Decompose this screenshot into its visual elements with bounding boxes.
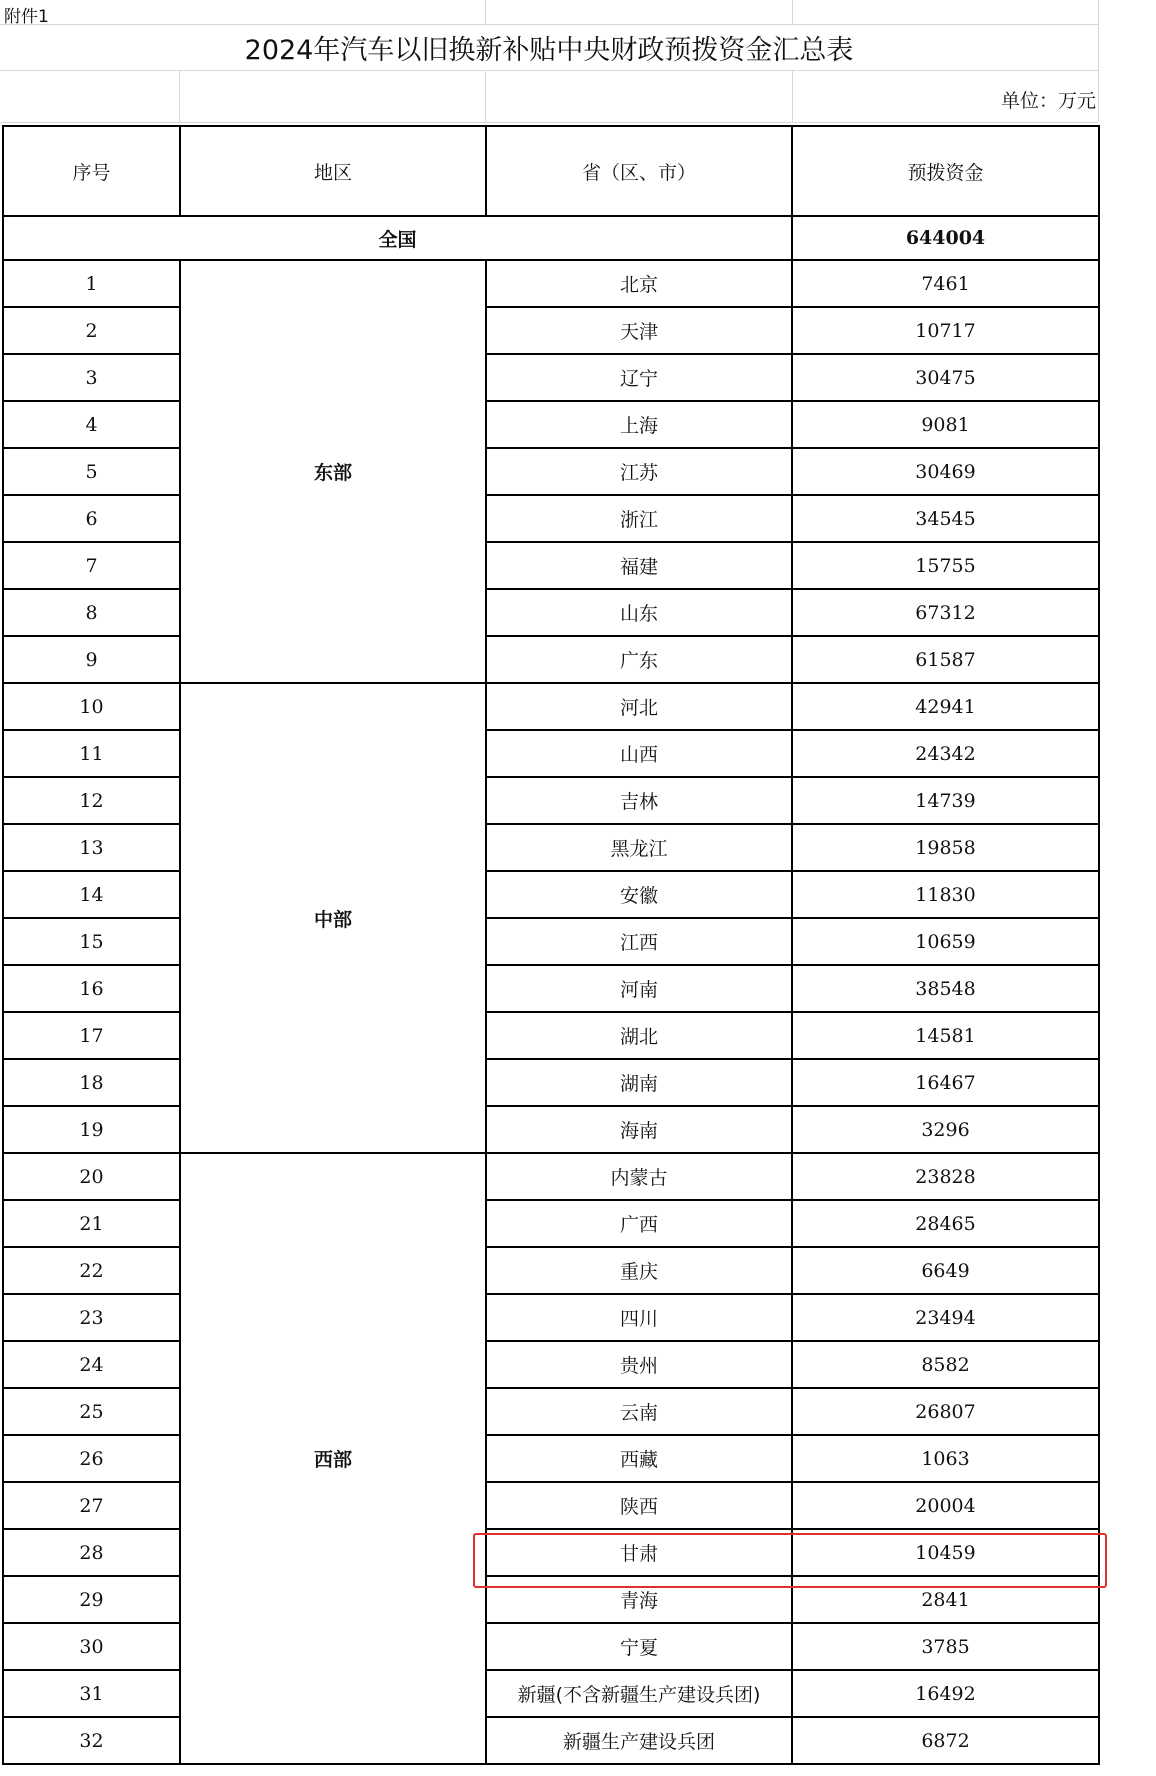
unit-label: 单位：万元 (1000, 90, 1096, 112)
row-funds: 6872 (792, 1717, 1099, 1764)
row-seq: 32 (3, 1717, 180, 1764)
row-funds: 19858 (792, 824, 1099, 871)
row-funds: 23494 (792, 1294, 1099, 1341)
table-row (3, 1717, 1099, 1764)
row-province: 广西 (486, 1200, 792, 1247)
table-row (3, 1388, 1099, 1435)
row-province: 辽宁 (486, 354, 792, 401)
grid-line (179, 70, 180, 122)
row-seq: 24 (3, 1341, 180, 1388)
region-name: 西部 (180, 1153, 486, 1764)
row-funds: 16467 (792, 1059, 1099, 1106)
row-province: 河北 (486, 683, 792, 730)
row-province: 福建 (486, 542, 792, 589)
row-seq: 19 (3, 1106, 180, 1153)
table-row (3, 636, 1099, 683)
row-seq: 5 (3, 448, 180, 495)
row-province: 山东 (486, 589, 792, 636)
funds-table-body (3, 126, 1099, 1764)
total-row (3, 216, 1099, 260)
row-funds: 15755 (792, 542, 1099, 589)
row-province: 云南 (486, 1388, 792, 1435)
row-province: 湖南 (486, 1059, 792, 1106)
funds-table (2, 125, 1100, 1765)
row-seq: 21 (3, 1200, 180, 1247)
row-funds: 28465 (792, 1200, 1099, 1247)
grid-line (485, 0, 486, 24)
table-row (3, 1435, 1099, 1482)
grid-line (792, 0, 793, 24)
row-seq: 13 (3, 824, 180, 871)
table-row (3, 1200, 1099, 1247)
row-province: 广东 (486, 636, 792, 683)
table-row (3, 777, 1099, 824)
row-seq: 3 (3, 354, 180, 401)
table-row (3, 1059, 1099, 1106)
table-row (3, 495, 1099, 542)
row-province: 内蒙古 (486, 1153, 792, 1200)
table-row (3, 730, 1099, 777)
row-funds: 9081 (792, 401, 1099, 448)
row-province: 四川 (486, 1294, 792, 1341)
grid-line (792, 70, 793, 122)
table-row (3, 918, 1099, 965)
row-province: 新疆生产建设兵团 (486, 1717, 792, 1764)
row-province: 甘肃 (486, 1529, 792, 1576)
table-title: 2024年汽车以旧换新补贴中央财政预拨资金汇总表 (244, 35, 854, 66)
row-funds: 6649 (792, 1247, 1099, 1294)
row-funds: 1063 (792, 1435, 1099, 1482)
row-funds: 16492 (792, 1670, 1099, 1717)
header-funds: 预拨资金 (792, 126, 1099, 216)
row-seq: 20 (3, 1153, 180, 1200)
row-funds: 2841 (792, 1576, 1099, 1623)
row-seq: 29 (3, 1576, 180, 1623)
row-funds: 26807 (792, 1388, 1099, 1435)
row-seq: 12 (3, 777, 180, 824)
row-funds: 10717 (792, 307, 1099, 354)
row-seq: 22 (3, 1247, 180, 1294)
row-seq: 25 (3, 1388, 180, 1435)
table-row (3, 1482, 1099, 1529)
grid-line (485, 70, 486, 122)
row-funds: 10659 (792, 918, 1099, 965)
table-row (3, 260, 1099, 307)
row-province: 吉林 (486, 777, 792, 824)
table-row (3, 401, 1099, 448)
row-seq: 28 (3, 1529, 180, 1576)
table-row (3, 1576, 1099, 1623)
row-seq: 30 (3, 1623, 180, 1670)
row-province: 江西 (486, 918, 792, 965)
row-province: 浙江 (486, 495, 792, 542)
table-row (3, 1294, 1099, 1341)
table-row (3, 1623, 1099, 1670)
row-province: 陕西 (486, 1482, 792, 1529)
table-row (3, 824, 1099, 871)
row-funds: 11830 (792, 871, 1099, 918)
row-province: 重庆 (486, 1247, 792, 1294)
total-label: 全国 (3, 216, 792, 260)
row-seq: 27 (3, 1482, 180, 1529)
table-row (3, 354, 1099, 401)
grid-line (0, 24, 1098, 25)
grid-line (1098, 0, 1099, 122)
row-seq: 8 (3, 589, 180, 636)
table-row (3, 1341, 1099, 1388)
row-seq: 31 (3, 1670, 180, 1717)
row-funds: 42941 (792, 683, 1099, 730)
row-province: 河南 (486, 965, 792, 1012)
row-funds: 8582 (792, 1341, 1099, 1388)
table-row (3, 683, 1099, 730)
row-seq: 10 (3, 683, 180, 730)
row-funds: 14739 (792, 777, 1099, 824)
header-seq: 序号 (3, 126, 180, 216)
row-funds: 23828 (792, 1153, 1099, 1200)
row-province: 青海 (486, 1576, 792, 1623)
row-funds: 3785 (792, 1623, 1099, 1670)
table-row (3, 871, 1099, 918)
row-province: 海南 (486, 1106, 792, 1153)
row-funds: 7461 (792, 260, 1099, 307)
header-region: 地区 (180, 126, 486, 216)
row-province: 北京 (486, 260, 792, 307)
row-funds: 24342 (792, 730, 1099, 777)
total-value: 644004 (792, 216, 1099, 260)
grid-line (0, 70, 1098, 71)
row-seq: 14 (3, 871, 180, 918)
row-funds: 34545 (792, 495, 1099, 542)
table-row (3, 1529, 1099, 1576)
annex-label: 附件1 (4, 7, 49, 27)
row-seq: 15 (3, 918, 180, 965)
table-row (3, 1153, 1099, 1200)
row-seq: 16 (3, 965, 180, 1012)
region-name: 中部 (180, 683, 486, 1153)
row-funds: 3296 (792, 1106, 1099, 1153)
row-funds: 20004 (792, 1482, 1099, 1529)
table-row (3, 589, 1099, 636)
row-seq: 7 (3, 542, 180, 589)
row-province: 宁夏 (486, 1623, 792, 1670)
row-funds: 10459 (792, 1529, 1099, 1576)
row-province: 新疆(不含新疆生产建设兵团) (486, 1670, 792, 1717)
row-province: 西藏 (486, 1435, 792, 1482)
row-province: 山西 (486, 730, 792, 777)
row-seq: 6 (3, 495, 180, 542)
row-province: 贵州 (486, 1341, 792, 1388)
table-row (3, 1012, 1099, 1059)
row-funds: 61587 (792, 636, 1099, 683)
row-seq: 11 (3, 730, 180, 777)
row-seq: 2 (3, 307, 180, 354)
row-province: 天津 (486, 307, 792, 354)
row-seq: 4 (3, 401, 180, 448)
row-seq: 18 (3, 1059, 180, 1106)
row-province: 安徽 (486, 871, 792, 918)
header-row (3, 126, 1099, 216)
table-row (3, 1670, 1099, 1717)
row-seq: 26 (3, 1435, 180, 1482)
header-province: 省（区、市） (486, 126, 792, 216)
table-row (3, 448, 1099, 495)
row-seq: 17 (3, 1012, 180, 1059)
row-province: 黑龙江 (486, 824, 792, 871)
row-seq: 1 (3, 260, 180, 307)
row-seq: 9 (3, 636, 180, 683)
row-funds: 38548 (792, 965, 1099, 1012)
table-row (3, 965, 1099, 1012)
table-row (3, 307, 1099, 354)
row-province: 湖北 (486, 1012, 792, 1059)
row-funds: 30475 (792, 354, 1099, 401)
row-funds: 67312 (792, 589, 1099, 636)
row-funds: 14581 (792, 1012, 1099, 1059)
table-row (3, 542, 1099, 589)
row-seq: 23 (3, 1294, 180, 1341)
row-province: 江苏 (486, 448, 792, 495)
row-funds: 30469 (792, 448, 1099, 495)
region-name: 东部 (180, 260, 486, 683)
grid-line (0, 122, 1098, 123)
table-row (3, 1106, 1099, 1153)
row-province: 上海 (486, 401, 792, 448)
table-row (3, 1247, 1099, 1294)
